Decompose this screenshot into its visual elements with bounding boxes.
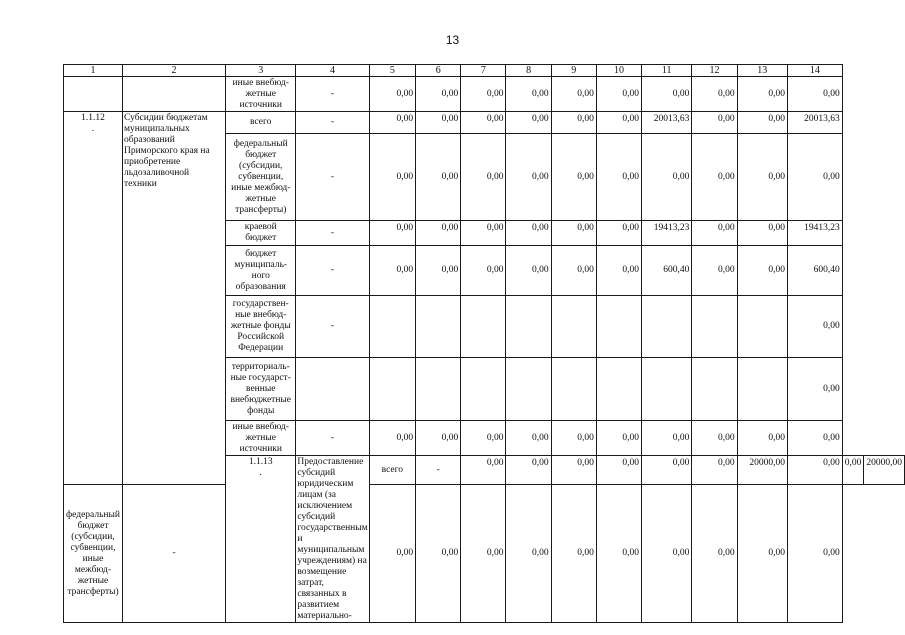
value-cell: 0,00 [596, 221, 641, 246]
value-cell: 19413,23 [787, 221, 842, 246]
value-cell: 0,00 [506, 421, 551, 456]
column-4-cell: - [296, 421, 369, 456]
value-cell: 600,40 [787, 246, 842, 296]
value-cell: 0,00 [596, 421, 641, 456]
value-cell: 0,00 [506, 456, 551, 485]
value-cell: 0,00 [506, 77, 551, 112]
value-cell: 0,00 [642, 456, 692, 485]
header-cell: 6 [416, 65, 461, 77]
value-cell: 0,00 [596, 134, 641, 221]
value-cell: 0,00 [787, 421, 842, 456]
value-cell: 0,00 [506, 112, 551, 134]
value-cell: 0,00 [692, 134, 737, 221]
value-cell: 0,00 [842, 456, 864, 485]
value-cell: 0,00 [369, 134, 415, 221]
value-cell: 0,00 [369, 421, 415, 456]
value-cell: 0,00 [642, 77, 692, 112]
value-cell: 0,00 [692, 485, 737, 623]
value-cell: 0,00 [416, 134, 461, 221]
value-cell: 0,00 [551, 221, 596, 246]
value-cell [596, 296, 641, 358]
value-cell: 0,00 [642, 421, 692, 456]
header-cell: 5 [369, 65, 415, 77]
value-cell: 0,00 [416, 246, 461, 296]
funding-source: всего [226, 112, 296, 134]
value-cell [692, 358, 737, 421]
value-cell: 0,00 [416, 485, 461, 623]
value-cell: 0,00 [787, 296, 842, 358]
value-cell: 0,00 [369, 246, 415, 296]
header-cell: 14 [787, 65, 842, 77]
column-4-cell: - [122, 485, 225, 623]
value-cell: 0,00 [551, 246, 596, 296]
empty-cell [122, 77, 225, 112]
value-cell: 20000,00 [864, 456, 905, 485]
page-number: 13 [445, 33, 460, 47]
value-cell: 600,40 [642, 246, 692, 296]
value-cell: 0,00 [461, 246, 506, 296]
header-cell: 11 [642, 65, 692, 77]
value-cell: 0,00 [461, 456, 506, 485]
item-name: Субсидии бюджетам муниципальных образований Приморского края на приобретение льдозаливочной техники [122, 112, 225, 485]
column-4-cell: - [296, 112, 369, 134]
value-cell [642, 358, 692, 421]
value-cell: 0,00 [461, 134, 506, 221]
value-cell: 0,00 [369, 112, 415, 134]
column-4-cell: - [296, 296, 369, 358]
value-cell: 0,00 [369, 221, 415, 246]
table-row [64, 112, 905, 134]
value-cell: 0,00 [692, 112, 737, 134]
value-cell: 0,00 [692, 421, 737, 456]
value-cell: 0,00 [787, 77, 842, 112]
value-cell: 0,00 [551, 112, 596, 134]
value-cell: 0,00 [737, 246, 787, 296]
value-cell: 0,00 [692, 456, 737, 485]
funding-source: всего [369, 456, 415, 485]
value-cell: 0,00 [642, 485, 692, 623]
item-name: Предоставление субсидий юридическим лицам (за исключением субсидий государственным и муниципальным учреждениям) на возмещение затрат, связанных в развитием материально- [297, 457, 368, 621]
funding-source: федеральный бюджет (субсидии, субвенции, иные межбюд- жетные трансферты) [226, 134, 296, 221]
header-cell: 3 [226, 65, 296, 77]
value-cell: 0,00 [596, 485, 641, 623]
header-cell: 1 [64, 65, 123, 77]
header-cell: 2 [122, 65, 225, 77]
column-4-cell: - [296, 134, 369, 221]
header-cell: 10 [596, 65, 641, 77]
value-cell: 0,00 [369, 77, 415, 112]
value-cell: 0,00 [692, 246, 737, 296]
value-cell [506, 296, 551, 358]
value-cell: 0,00 [787, 358, 842, 421]
value-cell: 0,00 [737, 112, 787, 134]
value-cell: 0,00 [692, 221, 737, 246]
header-cell: 9 [551, 65, 596, 77]
value-cell: 0,00 [787, 134, 842, 221]
value-cell: 0,00 [416, 421, 461, 456]
value-cell: 0,00 [461, 221, 506, 246]
value-cell: 0,00 [506, 485, 551, 623]
header-cell: 13 [737, 65, 787, 77]
value-cell: 0,00 [596, 456, 641, 485]
value-cell [369, 358, 415, 421]
value-cell: 0,00 [461, 485, 506, 623]
header-cell: 7 [461, 65, 506, 77]
value-cell [369, 296, 415, 358]
value-cell: 20013,63 [642, 112, 692, 134]
value-cell [506, 358, 551, 421]
table-row [64, 485, 905, 623]
value-cell [737, 358, 787, 421]
funding-source: государствен- ные внебюд- жетные фонды Российской Федерации [226, 296, 296, 358]
value-cell: 0,00 [737, 77, 787, 112]
value-cell [737, 296, 787, 358]
empty-cell [64, 77, 123, 112]
value-cell: 20013,63 [787, 112, 842, 134]
value-cell: 0,00 [506, 246, 551, 296]
header-cell: 8 [506, 65, 551, 77]
value-cell: 0,00 [461, 77, 506, 112]
value-cell: 0,00 [369, 485, 415, 623]
value-cell: 0,00 [461, 112, 506, 134]
value-cell [416, 358, 461, 421]
value-cell: 0,00 [551, 421, 596, 456]
value-cell: 19413,23 [642, 221, 692, 246]
column-4-cell: - [296, 77, 369, 112]
value-cell: 0,00 [737, 485, 787, 623]
item-number: 1.1.13 . [226, 456, 296, 623]
value-cell [416, 296, 461, 358]
funding-source: федеральный бюджет (субсидии, субвенции, иные межбюд- жетные трансферты) [64, 485, 123, 623]
value-cell: 0,00 [506, 221, 551, 246]
value-cell [596, 358, 641, 421]
value-cell: 0,00 [551, 456, 596, 485]
value-cell: 0,00 [551, 485, 596, 623]
header-cell: 4 [296, 65, 369, 77]
value-cell [461, 358, 506, 421]
value-cell: 0,00 [737, 421, 787, 456]
value-cell [461, 296, 506, 358]
value-cell [551, 358, 596, 421]
value-cell: 0,00 [551, 77, 596, 112]
value-cell: 0,00 [692, 77, 737, 112]
value-cell: 0,00 [737, 134, 787, 221]
value-cell: 0,00 [506, 134, 551, 221]
value-cell [642, 296, 692, 358]
value-cell: 0,00 [642, 134, 692, 221]
header-cell: 12 [692, 65, 737, 77]
value-cell [692, 296, 737, 358]
funding-source: краевой бюджет [226, 221, 296, 246]
value-cell: 0,00 [596, 77, 641, 112]
budget-table [63, 64, 905, 623]
value-cell: 0,00 [461, 421, 506, 456]
column-4-cell [296, 358, 369, 421]
value-cell: 0,00 [416, 221, 461, 246]
value-cell: 0,00 [416, 77, 461, 112]
value-cell [551, 296, 596, 358]
funding-source: территориаль- ные государст- венные внебюджетные фонды [226, 358, 296, 421]
value-cell: 0,00 [737, 221, 787, 246]
funding-source: иные внебюд- жетные источники [226, 421, 296, 456]
item-number: 1.1.12 . [64, 112, 123, 485]
table-row [64, 77, 905, 112]
value-cell: 0,00 [596, 112, 641, 134]
header-row [64, 65, 905, 77]
value-cell: 0,00 [551, 134, 596, 221]
funding-source: иные внебюд- жетные источники [226, 77, 296, 112]
value-cell: 0,00 [787, 456, 842, 485]
value-cell: 20000,00 [737, 456, 787, 485]
column-4-cell: - [296, 221, 369, 246]
value-cell: 0,00 [787, 485, 842, 623]
column-4-cell: - [296, 246, 369, 296]
value-cell: 0,00 [416, 112, 461, 134]
funding-source: бюджет муниципаль- ного образования [226, 246, 296, 296]
column-4-cell: - [416, 456, 461, 485]
value-cell: 0,00 [596, 246, 641, 296]
